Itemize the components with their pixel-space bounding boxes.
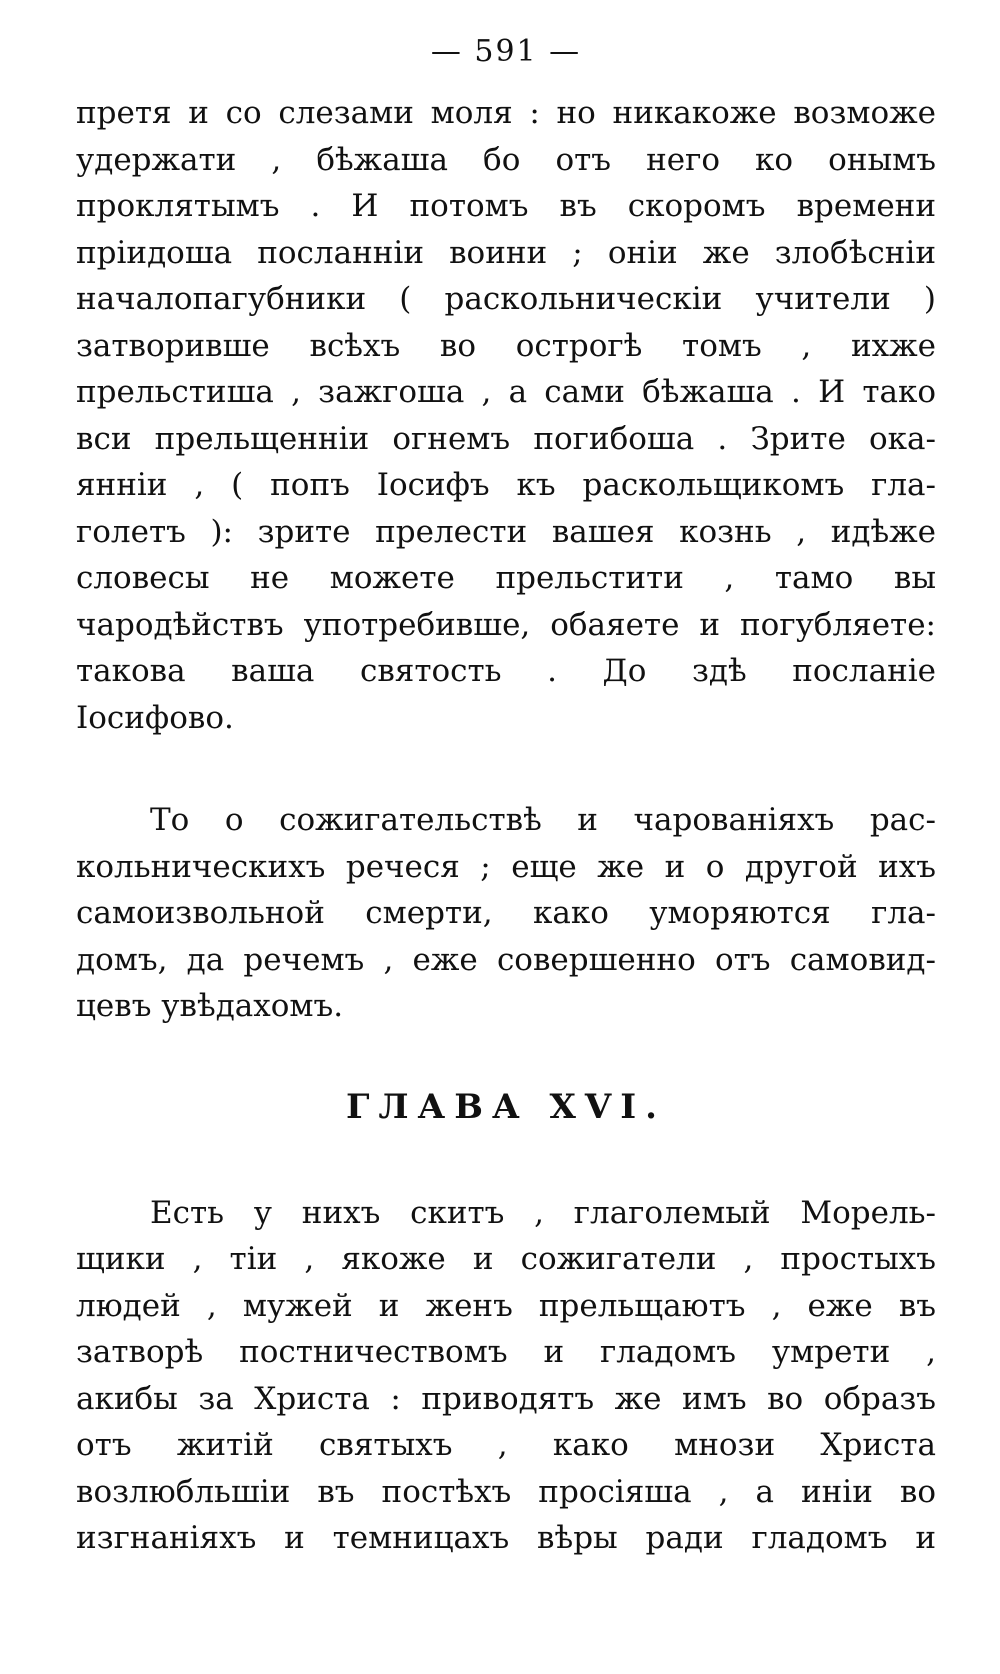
text-line: кольническихъ речеся ; еще же и о другой ихъ [76,848,936,885]
text-line: проклятымъ . И потомъ въ скоромъ времени [76,188,936,224]
paragraph-chapter-xvi [76,1190,936,1562]
text-line: затворивше всѣхъ во острогѣ томъ , ихже [76,327,936,364]
text-line: акибы за Христа : приводятъ же имъ во образъ [76,1380,936,1417]
page-number: — 591 — [430,34,582,69]
text-line: претя и со слезами моля : но никакоже возможе [76,95,936,131]
text-line: пріидоша посланніи воини ; оніи же злобѣсніи [76,234,936,271]
chapter-heading: ГЛАВА XVI. [346,1086,666,1127]
text-line: щики , тіи , якоже и сожигатели , простыхъ [76,1241,936,1277]
paragraph-epistle-end [76,90,936,741]
paragraph-self-immolation [76,797,936,1030]
text-line: затворѣ постничествомъ и гладомъ умрети , [76,1334,936,1370]
text-line: людей , мужей и женъ прельщаютъ , еже въ [76,1287,936,1324]
text-line: прельстиша , зажгоша , а сами бѣжаша . И тако [76,374,936,410]
text-line: изгнаніяхъ и темницахъ вѣры ради гладомъ и [76,1520,936,1556]
paragraph-spacer [76,1030,936,1082]
text-line: удержати , бѣжаша бо отъ него ко онымъ [76,141,936,178]
text-line: отъ житій святыхъ , како мнози Христа [76,1427,936,1463]
text-line: чародѣйствъ употребивше, обаяете и погубляете: [76,606,936,643]
text-line: вси прельщенніи огнемъ погибоша . Зрите ока- [76,420,936,457]
text-line: такова ваша святость . До здѣ посланіе [76,653,936,689]
text-line: То о сожигательствѣ и чарованіяхъ рас- [150,802,936,838]
text-line: домъ, да речемъ , еже совершенно отъ самовид- [76,941,936,978]
text-line: янніи , ( попъ Іосифъ къ раскольщикомъ гла- [76,467,936,503]
text-line: самоизвольной смерти, како уморяются гла- [76,895,936,931]
paragraph-spacer [76,741,936,797]
text-line: голетъ ): зрите прелести вашея кознь , идѣже [76,513,936,550]
text-line: возлюбльшіи въ постѣхъ просіяша , а иніи во [76,1473,936,1510]
text-line: началопагубники ( раскольническіи учители ) [76,281,936,317]
paragraph-spacer [76,1132,936,1190]
text-line: словесы не можете прельстити , тамо вы [76,560,936,596]
text-line: цевъ увѣдахомъ. [76,988,344,1024]
text-line: Іосифово. [76,699,234,736]
book-page [76,30,936,1562]
text-line: Есть у нихъ скитъ , глаголемый Морель- [150,1194,936,1231]
